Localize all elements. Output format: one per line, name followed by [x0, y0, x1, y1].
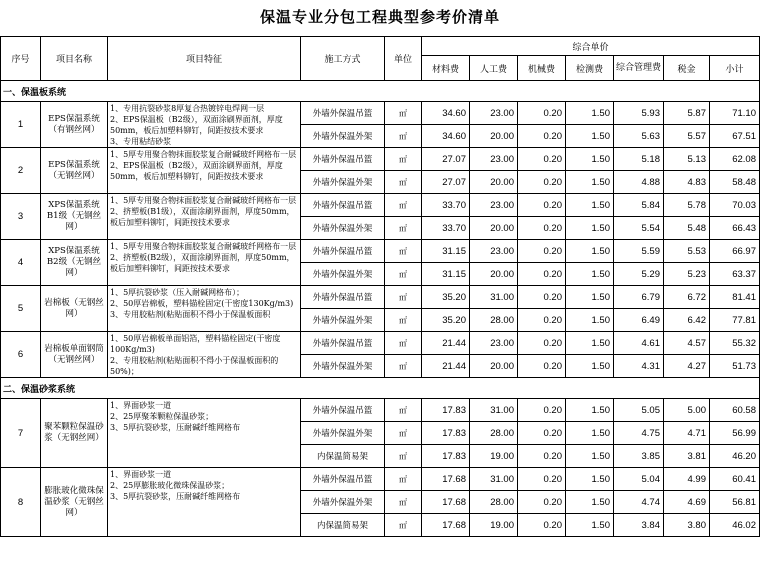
feature-line: 2、EPS保温板（B2级），双面涂刷界面剂，厚度50mm，板后加塑料铆钉，间距按技术要求 — [110, 115, 283, 135]
feature-line: 3、专用胶粘剂(粘贴面积不得小于保温板面积 — [110, 310, 271, 319]
construction-method: 外墙外保温外架 — [301, 309, 385, 332]
feature-line: 2、挤塑板(B2级），双面涂刷界面剂，厚度50mm，板后加塑料铆钉，间距按技术要求 — [110, 253, 295, 273]
labor-cost: 20.00 — [470, 355, 518, 378]
material-cost: 17.83 — [422, 399, 470, 422]
subtotal: 60.58 — [710, 399, 760, 422]
labor-cost: 28.00 — [470, 422, 518, 445]
item-seq: 4 — [1, 240, 41, 286]
material-cost: 35.20 — [422, 309, 470, 332]
machine-cost: 0.20 — [518, 217, 566, 240]
item-seq: 2 — [1, 148, 41, 194]
header-name: 项目名称 — [41, 37, 108, 81]
page-title: 保温专业分包工程典型参考价清单 — [259, 8, 500, 26]
feature-line: 1、5厚抗裂砂浆（压入耐碱网格布）； — [110, 288, 245, 297]
labor-cost: 23.00 — [470, 102, 518, 125]
test-cost: 1.50 — [566, 491, 614, 514]
tax-cost: 3.80 — [664, 514, 710, 537]
machine-cost: 0.20 — [518, 309, 566, 332]
unit-cell: ㎡ — [385, 514, 422, 537]
test-cost: 1.50 — [566, 240, 614, 263]
header-seq: 序号 — [1, 37, 41, 81]
management-cost: 4.74 — [614, 491, 664, 514]
test-cost: 1.50 — [566, 422, 614, 445]
item-seq: 6 — [1, 332, 41, 378]
table-row — [1, 332, 760, 355]
unit-cell: ㎡ — [385, 148, 422, 171]
subtotal: 46.20 — [710, 445, 760, 468]
features-wrap — [110, 469, 298, 536]
material-cost: 34.60 — [422, 102, 470, 125]
feature-line: 1、界面砂浆一道 — [110, 470, 172, 479]
tax-cost: 4.27 — [664, 355, 710, 378]
test-cost: 1.50 — [566, 514, 614, 537]
subtotal: 51.73 — [710, 355, 760, 378]
header-feature: 项目特征 — [108, 37, 301, 81]
management-cost: 4.61 — [614, 332, 664, 355]
header-composite: 综合单价 — [422, 37, 760, 56]
material-cost: 17.83 — [422, 445, 470, 468]
header-material: 材料费 — [422, 56, 470, 81]
material-cost: 17.83 — [422, 422, 470, 445]
feature-line: 2、EPS保温板（B2级），双面涂刷界面剂，厚度50mm，板后加塑料铆钉，间距按技术要求 — [110, 161, 283, 181]
section-row — [1, 81, 760, 102]
management-cost: 5.93 — [614, 102, 664, 125]
header-unit: 单位 — [385, 37, 422, 81]
labor-cost: 20.00 — [470, 171, 518, 194]
section-label: 一、保温板系统 — [1, 81, 760, 102]
management-cost: 5.18 — [614, 148, 664, 171]
subtotal: 66.97 — [710, 240, 760, 263]
construction-method: 外墙外保温外架 — [301, 355, 385, 378]
tax-cost: 4.71 — [664, 422, 710, 445]
item-seq: 7 — [1, 399, 41, 468]
machine-cost: 0.20 — [518, 286, 566, 309]
header-subtotal: 小计 — [710, 56, 760, 81]
table-row — [1, 194, 760, 217]
item-name: EPS保温系统（无钢丝网） — [41, 148, 108, 194]
material-cost: 21.44 — [422, 332, 470, 355]
feature-line: 2、25厚膨胀玻化微珠保温砂浆； — [110, 481, 230, 490]
features-wrap — [110, 287, 298, 331]
subtotal: 70.03 — [710, 194, 760, 217]
item-seq: 8 — [1, 468, 41, 537]
labor-cost: 23.00 — [470, 148, 518, 171]
tax-cost: 5.78 — [664, 194, 710, 217]
table-row — [1, 286, 760, 309]
machine-cost: 0.20 — [518, 491, 566, 514]
test-cost: 1.50 — [566, 171, 614, 194]
subtotal: 71.10 — [710, 102, 760, 125]
feature-line: 2、25厚聚苯颗粒保温砂浆； — [110, 412, 214, 421]
test-cost: 1.50 — [566, 194, 614, 217]
construction-method: 外墙外保温吊篮 — [301, 468, 385, 491]
item-features — [108, 148, 301, 194]
construction-method: 外墙外保温外架 — [301, 125, 385, 148]
management-cost: 5.04 — [614, 468, 664, 491]
material-cost: 21.44 — [422, 355, 470, 378]
feature-line: 1、专用抗裂砂浆8厚复合热镀锌电焊网一层 — [110, 104, 265, 113]
management-cost: 5.59 — [614, 240, 664, 263]
management-cost: 4.75 — [614, 422, 664, 445]
header-management: 综合管理费 — [614, 56, 664, 81]
machine-cost: 0.20 — [518, 263, 566, 286]
feature-line: 1、5厚专用聚合物抹面胶浆复合耐碱玻纤网格布一层 — [110, 242, 297, 251]
labor-cost: 31.00 — [470, 468, 518, 491]
section-label: 二、保温砂浆系统 — [1, 378, 760, 399]
unit-cell: ㎡ — [385, 217, 422, 240]
feature-line: 1、界面砂浆一道 — [110, 401, 172, 410]
machine-cost: 0.20 — [518, 125, 566, 148]
subtotal: 56.99 — [710, 422, 760, 445]
construction-method: 外墙外保温吊篮 — [301, 286, 385, 309]
unit-cell: ㎡ — [385, 102, 422, 125]
material-cost: 33.70 — [422, 194, 470, 217]
item-name: EPS保温系统（有钢丝网） — [41, 102, 108, 148]
item-name: 膨胀玻化微珠保温砂浆（无钢丝网） — [41, 468, 108, 537]
subtotal: 81.41 — [710, 286, 760, 309]
unit-cell: ㎡ — [385, 422, 422, 445]
unit-cell: ㎡ — [385, 194, 422, 217]
construction-method: 外墙外保温外架 — [301, 491, 385, 514]
test-cost: 1.50 — [566, 263, 614, 286]
feature-line: 3、5厚抗裂砂浆，压耐碱纤维网格布 — [110, 423, 241, 432]
tax-cost: 5.00 — [664, 399, 710, 422]
machine-cost: 0.20 — [518, 240, 566, 263]
management-cost: 5.84 — [614, 194, 664, 217]
unit-cell: ㎡ — [385, 240, 422, 263]
feature-line: 1、5厚专用聚合物抹面胶浆复合耐碱玻纤网格布一层 — [110, 150, 297, 159]
features-wrap — [110, 400, 298, 467]
machine-cost: 0.20 — [518, 171, 566, 194]
item-features — [108, 240, 301, 286]
item-name: 岩棉板（无钢丝网） — [41, 286, 108, 332]
item-features — [108, 468, 301, 537]
material-cost: 35.20 — [422, 286, 470, 309]
management-cost: 5.29 — [614, 263, 664, 286]
management-cost: 6.49 — [614, 309, 664, 332]
management-cost: 5.05 — [614, 399, 664, 422]
test-cost: 1.50 — [566, 217, 614, 240]
item-name: 聚苯颗粒保温砂浆（无钢丝网） — [41, 399, 108, 468]
feature-line: 3、专用粘结砂浆 — [110, 137, 172, 146]
item-features — [108, 102, 301, 148]
unit-cell: ㎡ — [385, 309, 422, 332]
management-cost: 5.63 — [614, 125, 664, 148]
labor-cost: 28.00 — [470, 491, 518, 514]
test-cost: 1.50 — [566, 399, 614, 422]
machine-cost: 0.20 — [518, 148, 566, 171]
features-wrap — [110, 149, 298, 193]
management-cost: 3.84 — [614, 514, 664, 537]
unit-cell: ㎡ — [385, 445, 422, 468]
material-cost: 27.07 — [422, 171, 470, 194]
feature-line: 1、5厚专用聚合物抹面胶浆复合耐碱玻纤网格布一层 — [110, 196, 297, 205]
subtotal: 77.81 — [710, 309, 760, 332]
construction-method: 外墙外保温吊篮 — [301, 240, 385, 263]
test-cost: 1.50 — [566, 102, 614, 125]
construction-method: 外墙外保温吊篮 — [301, 102, 385, 125]
test-cost: 1.50 — [566, 286, 614, 309]
item-features — [108, 194, 301, 240]
construction-method: 外墙外保温外架 — [301, 217, 385, 240]
test-cost: 1.50 — [566, 148, 614, 171]
labor-cost: 28.00 — [470, 309, 518, 332]
management-cost: 3.85 — [614, 445, 664, 468]
test-cost: 1.50 — [566, 125, 614, 148]
labor-cost: 31.00 — [470, 399, 518, 422]
unit-cell: ㎡ — [385, 399, 422, 422]
table-row — [1, 399, 760, 422]
tax-cost: 4.83 — [664, 171, 710, 194]
subtotal: 63.37 — [710, 263, 760, 286]
tax-cost: 5.48 — [664, 217, 710, 240]
labor-cost: 19.00 — [470, 445, 518, 468]
machine-cost: 0.20 — [518, 102, 566, 125]
section-row — [1, 378, 760, 399]
material-cost: 17.68 — [422, 468, 470, 491]
machine-cost: 0.20 — [518, 422, 566, 445]
machine-cost: 0.20 — [518, 445, 566, 468]
header-test: 检测费 — [566, 56, 614, 81]
test-cost: 1.50 — [566, 309, 614, 332]
feature-line: 3、5厚抗裂砂浆，压耐碱纤维网格布 — [110, 492, 241, 501]
table-row — [1, 468, 760, 491]
machine-cost: 0.20 — [518, 194, 566, 217]
table-row — [1, 240, 760, 263]
tax-cost: 3.81 — [664, 445, 710, 468]
tax-cost: 5.53 — [664, 240, 710, 263]
item-features — [108, 332, 301, 378]
material-cost: 31.15 — [422, 263, 470, 286]
unit-cell: ㎡ — [385, 286, 422, 309]
unit-cell: ㎡ — [385, 468, 422, 491]
table-row — [1, 102, 760, 125]
subtotal: 46.02 — [710, 514, 760, 537]
tax-cost: 4.99 — [664, 468, 710, 491]
tax-cost: 5.13 — [664, 148, 710, 171]
features-wrap — [110, 333, 298, 377]
labor-cost: 23.00 — [470, 194, 518, 217]
test-cost: 1.50 — [566, 332, 614, 355]
test-cost: 1.50 — [566, 355, 614, 378]
construction-method: 内保温简易架 — [301, 514, 385, 537]
tax-cost: 6.72 — [664, 286, 710, 309]
machine-cost: 0.20 — [518, 355, 566, 378]
labor-cost: 20.00 — [470, 263, 518, 286]
labor-cost: 23.00 — [470, 332, 518, 355]
management-cost: 4.88 — [614, 171, 664, 194]
material-cost: 17.68 — [422, 514, 470, 537]
construction-method: 外墙外保温吊篮 — [301, 148, 385, 171]
price-table — [0, 36, 760, 537]
unit-cell: ㎡ — [385, 171, 422, 194]
test-cost: 1.50 — [566, 468, 614, 491]
labor-cost: 20.00 — [470, 217, 518, 240]
item-name: 岩棉板单面钢筒（无钢丝网） — [41, 332, 108, 378]
labor-cost: 31.00 — [470, 286, 518, 309]
header-machine: 机械费 — [518, 56, 566, 81]
item-name: XPS保温系统B1级（无钢丝网） — [41, 194, 108, 240]
material-cost: 33.70 — [422, 217, 470, 240]
machine-cost: 0.20 — [518, 514, 566, 537]
features-wrap — [110, 195, 298, 239]
tax-cost: 5.87 — [664, 102, 710, 125]
item-seq: 5 — [1, 286, 41, 332]
item-name: XPS保温系统B2级（无钢丝网） — [41, 240, 108, 286]
header-tax: 税金 — [664, 56, 710, 81]
construction-method: 外墙外保温外架 — [301, 171, 385, 194]
unit-cell: ㎡ — [385, 491, 422, 514]
material-cost: 34.60 — [422, 125, 470, 148]
labor-cost: 23.00 — [470, 240, 518, 263]
feature-line: 2、专用胶粘剂(粘贴面积不得小于保温板面积的50%)； — [110, 356, 279, 376]
material-cost: 31.15 — [422, 240, 470, 263]
unit-cell: ㎡ — [385, 355, 422, 378]
subtotal: 62.08 — [710, 148, 760, 171]
unit-cell: ㎡ — [385, 263, 422, 286]
table-row — [1, 148, 760, 171]
management-cost: 6.79 — [614, 286, 664, 309]
construction-method: 外墙外保温外架 — [301, 422, 385, 445]
machine-cost: 0.20 — [518, 399, 566, 422]
material-cost: 17.68 — [422, 491, 470, 514]
feature-line: 2、50厚岩棉板，塑料锚栓固定(干密度130Kg/m3) — [110, 299, 294, 308]
test-cost: 1.50 — [566, 445, 614, 468]
tax-cost: 4.57 — [664, 332, 710, 355]
construction-method: 外墙外保温吊篮 — [301, 194, 385, 217]
tax-cost: 4.69 — [664, 491, 710, 514]
subtotal: 56.81 — [710, 491, 760, 514]
header-labor: 人工费 — [470, 56, 518, 81]
item-features — [108, 286, 301, 332]
unit-cell: ㎡ — [385, 125, 422, 148]
subtotal: 66.43 — [710, 217, 760, 240]
subtotal: 58.48 — [710, 171, 760, 194]
features-wrap — [110, 241, 298, 285]
item-seq: 1 — [1, 102, 41, 148]
feature-line: 2、挤塑板(B1级），双面涂刷界面剂，厚度50mm，板后加塑料铆钉，间距按技术要求 — [110, 207, 295, 227]
material-cost: 27.07 — [422, 148, 470, 171]
subtotal: 67.51 — [710, 125, 760, 148]
labor-cost: 20.00 — [470, 125, 518, 148]
management-cost: 4.31 — [614, 355, 664, 378]
construction-method: 内保温简易架 — [301, 445, 385, 468]
construction-method: 外墙外保温吊篮 — [301, 332, 385, 355]
header-method: 施工方式 — [301, 37, 385, 81]
construction-method: 外墙外保温吊篮 — [301, 399, 385, 422]
subtotal: 60.41 — [710, 468, 760, 491]
unit-cell: ㎡ — [385, 332, 422, 355]
item-seq: 3 — [1, 194, 41, 240]
machine-cost: 0.20 — [518, 332, 566, 355]
features-wrap — [110, 103, 298, 147]
subtotal: 55.32 — [710, 332, 760, 355]
tax-cost: 5.57 — [664, 125, 710, 148]
machine-cost: 0.20 — [518, 468, 566, 491]
management-cost: 5.54 — [614, 217, 664, 240]
item-features — [108, 399, 301, 468]
tax-cost: 6.42 — [664, 309, 710, 332]
tax-cost: 5.23 — [664, 263, 710, 286]
construction-method: 外墙外保温外架 — [301, 263, 385, 286]
feature-line: 1、50厚岩棉板单面铝箔，塑料锚栓固定(干密度100Kg/m3) — [110, 334, 281, 354]
labor-cost: 19.00 — [470, 514, 518, 537]
